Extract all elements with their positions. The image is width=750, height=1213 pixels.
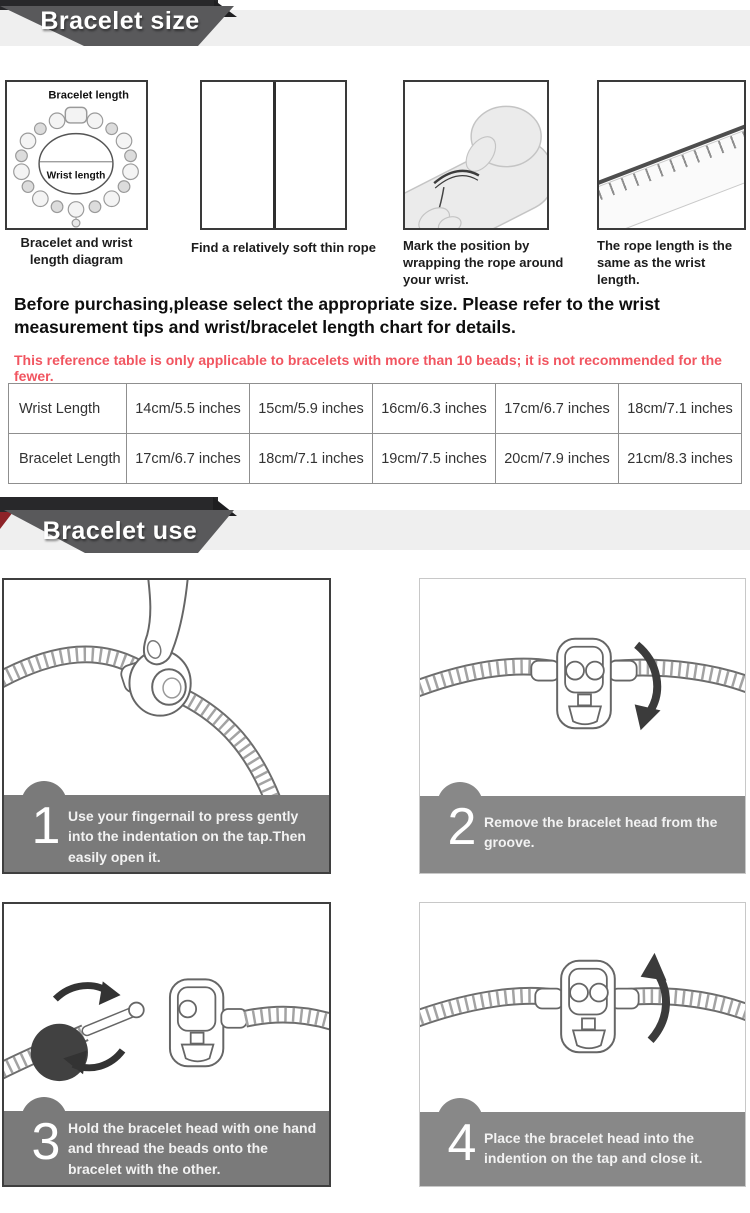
wrist-length-value: 18cm/7.1 inches	[619, 384, 742, 434]
step-2-caption-band	[420, 796, 745, 873]
sizing-intro-text: Before purchasing,please select the appropriate size. Please refer to the wrist measurement tips and wrist/bracelet length chart for details.	[14, 294, 660, 338]
step-1-number: 1	[31, 797, 61, 855]
wrist-length-header: Wrist Length	[9, 384, 127, 434]
use-step-1-panel	[2, 578, 331, 874]
bracelet-length-label: Bracelet length	[48, 89, 129, 102]
step-3-caption-band	[4, 1111, 329, 1185]
bracelet-length-header: Bracelet Length	[9, 434, 127, 484]
bracelet-diagram-panel	[5, 80, 148, 230]
step-1-clasp-press-illustration	[4, 580, 329, 797]
bracelet-length-value: 17cm/6.7 inches	[127, 434, 250, 484]
step-2-remove-head-illustration	[420, 579, 745, 797]
bracelet-diagram-illustration	[7, 82, 146, 228]
caption-rope: Find a relatively soft thin rope	[191, 240, 376, 255]
size-table	[8, 383, 742, 484]
wrist-wrap-illustration	[405, 82, 547, 228]
step-4-close-clasp-illustration	[420, 903, 745, 1113]
step-1-text: Use your fingernail to press gently into the indentation on the tap.Then easily open it.	[68, 808, 306, 865]
bracelet-length-value: 20cm/7.9 inches	[496, 434, 619, 484]
step-2-number: 2	[447, 798, 477, 856]
ruler-panel	[597, 80, 746, 230]
table-row-bracelet-length	[9, 434, 742, 484]
step-3-thread-beads-illustration	[4, 904, 329, 1113]
step-4-text: Place the bracelet head into the indention on the tap and close it.	[484, 1130, 703, 1167]
bracelet-length-value: 18cm/7.1 inches	[250, 434, 373, 484]
wrist-wrap-panel	[403, 80, 549, 230]
bracelet-length-value: 21cm/8.3 inches	[619, 434, 742, 484]
bracelet-length-value: 19cm/7.5 inches	[373, 434, 496, 484]
step-4-caption-band	[420, 1112, 745, 1186]
rope-panel	[200, 80, 347, 230]
step-1-caption-band	[4, 795, 329, 872]
step-4-number: 4	[447, 1114, 477, 1172]
ruler-illustration	[597, 108, 746, 230]
step-3-number: 3	[31, 1113, 61, 1171]
step-3-text: Hold the bracelet head with one hand and thread the beads onto the bracelet with the other.	[68, 1120, 317, 1177]
bracelet-use-banner	[0, 497, 750, 554]
wrist-length-label: Wrist length	[46, 170, 106, 182]
table-row-wrist-length	[9, 384, 742, 434]
rope-illustration	[273, 82, 276, 228]
wrist-length-value: 17cm/6.7 inches	[496, 384, 619, 434]
wrist-length-value: 14cm/5.5 inches	[127, 384, 250, 434]
caption-ruler: The rope length is the same as the wrist length.	[597, 238, 733, 288]
use-step-4-panel	[419, 902, 746, 1187]
wrist-length-value: 15cm/5.9 inches	[250, 384, 373, 434]
banner-size-title: Bracelet size	[40, 7, 200, 35]
bracelet-size-banner	[0, 0, 750, 46]
reference-table-note: This reference table is only applicable to bracelets with more than 10 beads; it is not recommended for the fewer.	[14, 352, 722, 384]
step-2-text: Remove the bracelet head from the groove.	[484, 814, 718, 851]
use-step-2-panel	[419, 578, 746, 874]
wrist-length-value: 16cm/6.3 inches	[373, 384, 496, 434]
caption-wrist-wrap: Mark the position by wrapping the rope around your wrist.	[403, 238, 564, 288]
use-step-3-panel	[2, 902, 331, 1187]
caption-bracelet-diagram: Bracelet and wrist length diagram	[20, 235, 133, 268]
banner-use-title: Bracelet use	[42, 517, 198, 545]
